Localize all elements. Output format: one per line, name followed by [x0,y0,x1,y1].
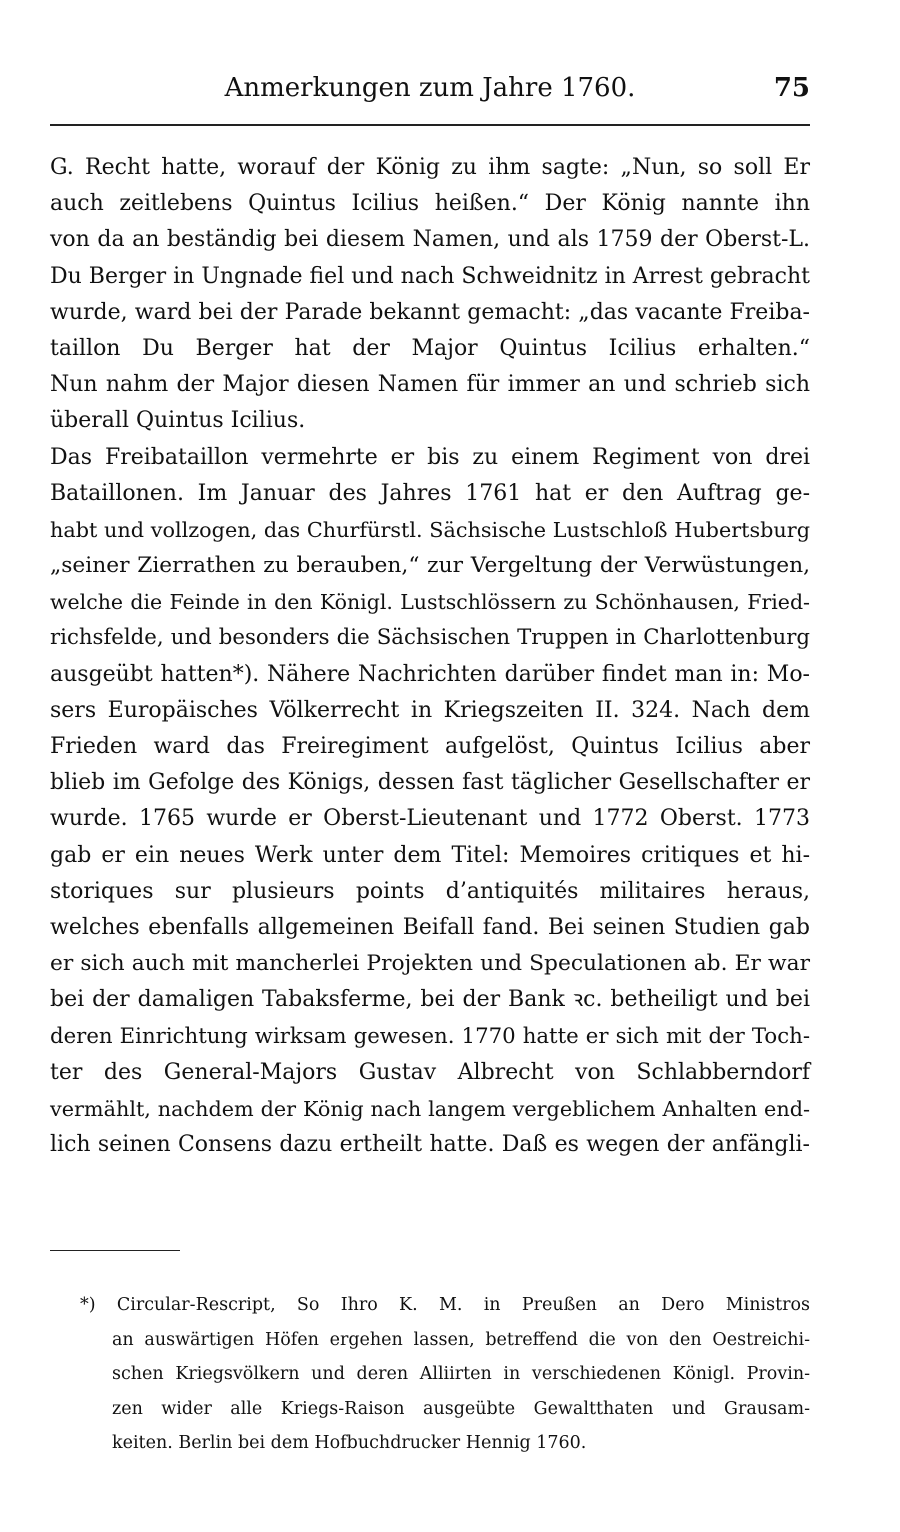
text-line: habt und vollzogen, das Churfürstl. Sächsische Lustschloß Hubertsburg [50,517,810,542]
footnote-line: *) Circular-Rescript, So Ihro K. M. in Preußen an Dero Ministros [80,1295,810,1315]
text-line: storiques sur plusieurs points d’antiquités militaires heraus, [50,878,810,904]
text-line: ausgeübt hatten*). Nähere Nachrichten darüber findet man in: Mo- [50,661,810,687]
text-line: welches ebenfalls allgemeinen Beifall fand. Bei seinen Studien gab [50,914,810,940]
text-line: lich seinen Consens dazu ertheilt hatte. Daß es wegen der anfängli- [50,1132,810,1158]
page-number: 75 [773,73,810,103]
text-line: blieb im Gefolge des Königs, dessen fast täglicher Gesellschafter er [50,770,810,796]
text-line: richsfelde, und besonders die Sächsischen Truppen in Charlottenburg [50,625,810,651]
page-header [50,66,810,110]
footnote-line: keiten. Berlin bei dem Hofbuchdrucker Hennig 1760. [112,1433,587,1454]
body-text [50,150,810,1163]
text-line: von da an beständig bei diesem Namen, und als 1759 der Oberst-L. [50,227,810,253]
text-line: Nun nahm der Major diesen Namen für immer an und schrieb sich [50,372,810,398]
text-line: „seiner Zierrathen zu berauben,“ zur Vergeltung der Verwüstungen, [50,553,810,579]
text-line: ter des General-Majors Gustav Albrecht von Schlabberndorf [50,1059,810,1085]
text-line: vermählt, nachdem der König nach langem vergeblichem Anhalten end- [50,1096,810,1121]
running-title: Anmerkungen zum Jahre 1760. [224,73,636,103]
header-rule [50,124,810,126]
text-line: bei der damaligen Tabaksferme, bei der Bank ꝛc. betheiligt und bei [50,987,810,1013]
footnote-rule [50,1250,180,1251]
text-line: welche die Feinde in den Königl. Lustschlössern zu Schönhausen, Fried- [50,590,810,615]
text-line: sers Europäisches Völkerrecht in Kriegszeiten II. 324. Nach dem [50,697,810,723]
footnote-line: zen wider alle Kriegs-Raison ausgeübte Gewaltthaten und Grausam- [112,1398,810,1419]
footnote-line: an auswärtigen Höfen ergehen lassen, betreffend die von den Oestreichi- [112,1329,810,1350]
text-line: gab er ein neues Werk unter dem Titel: Memoires critiques et hi- [50,842,810,868]
text-line: er sich auch mit mancherlei Projekten und Speculationen ab. Er war [50,951,810,977]
text-line: deren Einrichtung wirksam gewesen. 1770 hatte er sich mit der Toch- [50,1023,810,1049]
text-line: überall Quintus Icilius. [50,408,306,434]
text-line: Bataillonen. Im Januar des Jahres 1761 hat er den Auftrag ge- [50,480,810,506]
footnote-line: schen Kriegsvölkern und deren Alliirten in verschiedenen Königl. Provin- [112,1364,810,1385]
text-line: taillon Du Berger hat der Major Quintus Icilius erhalten.“ [50,335,810,361]
text-line: wurde, ward bei der Parade bekannt gemacht: „das vacante Freiba- [50,299,810,325]
text-line: G. Recht hatte, worauf der König zu ihm sagte: „Nun, so soll Er [50,155,810,180]
text-line: Frieden ward das Freiregiment aufgelöst, Quintus Icilius aber [50,734,810,759]
footnote [80,1288,810,1461]
text-line: wurde. 1765 wurde er Oberst-Lieutenant und 1772 Oberst. 1773 [50,806,810,832]
text-line: auch zeitlebens Quintus Icilius heißen.“ Der König nannte ihn [50,191,810,217]
text-line: Du Berger in Ungnade fiel und nach Schweidnitz in Arrest gebracht [50,263,810,289]
text-line: Das Freibataillon vermehrte er bis zu einem Regiment von drei [50,444,810,470]
